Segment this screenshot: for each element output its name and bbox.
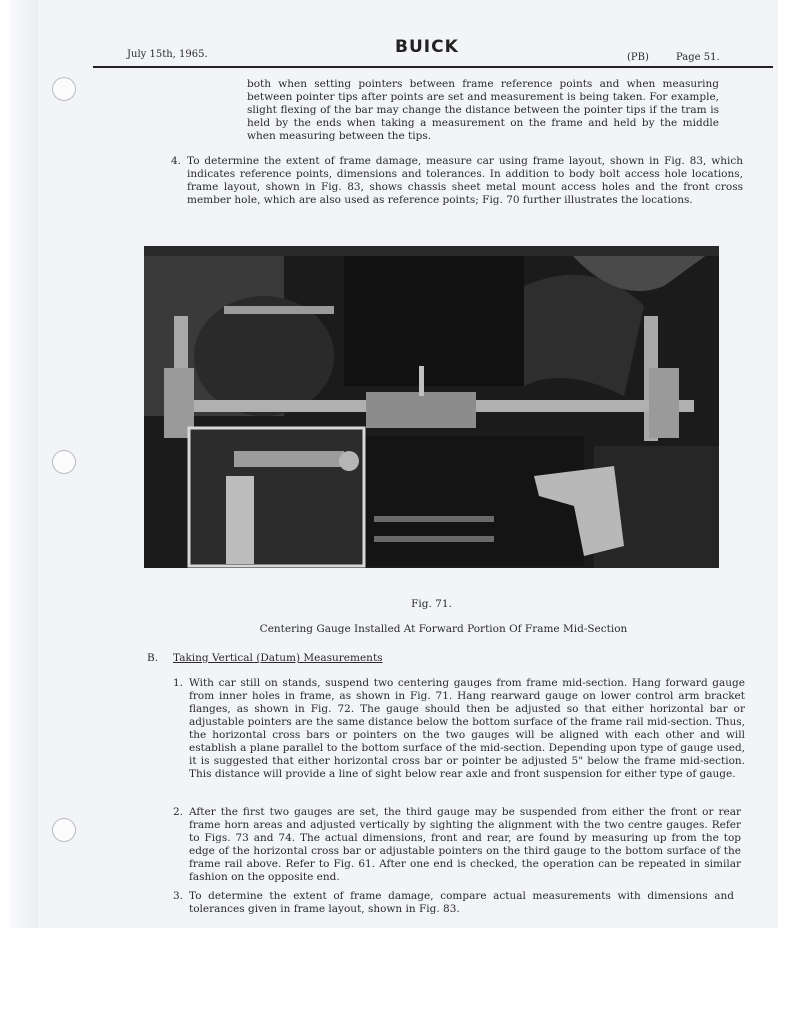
section-b-item-3-text: To determine the extent of frame damage, compare actual measurements with dimensions and tolerances given in frame layout, shown in Fig. 83.	[189, 890, 734, 915]
item-4-text: To determine the extent of frame damage, measure car using frame layout, shown in Fig. 83, which indicates reference points, dimensions and tolerances. In addition to body bolt access hole locations, frame layout, shown in Fig. 83, shows chassis sheet metal mount access holes and the front cross member hole, which are also used as reference points; Fig. 70 further illustrates the locations.	[187, 155, 743, 206]
header-code: (PB)	[627, 52, 649, 63]
punch-hole-bottom	[52, 818, 76, 842]
punch-hole-middle	[52, 450, 76, 474]
section-b-title: Taking Vertical (Datum) Measurements	[173, 652, 383, 664]
section-b-item-2-text: After the first two gauges are set, the third gauge may be suspended from either the front or rear frame horn areas and adjusted vertically by sighting the alignment with the two centre gauges. Refer to Figs. 73 and 74. The actual dimensions, front and rear, are found by measuring up from the top edge of the horizontal cross bar or adjustable pointers on the third gauge to the bottom surface of the frame rail above. Refer to Fig. 61. After one end is checked, the operation can be repeated in similar fashion on the opposite end.	[189, 806, 741, 883]
section-b-item-2-number: 2.	[173, 806, 184, 818]
intro-paragraph: both when setting pointers between frame reference points and when measuring between pointer tips after points are set and measurement is being taken. For example, slight flexing of the bar may change the distance between the pointer tips if the tram is held by the ends when taking a measurement on the frame and held by the middle when measuring between the tips.	[247, 78, 719, 142]
header-brand: BUICK	[395, 37, 459, 57]
figure-label: Fig. 71.	[411, 598, 452, 610]
section-b-item-1-text: With car still on stands, suspend two centering gauges from frame mid-section. Hang forward gauge from inner holes in frame, as shown in Fig. 71. Hang rearward gauge on lower control arm bracket flanges, as shown in Fig. 72. The gauge should then be adjusted so that either horizontal bar or adjustable pointers are the same distance below the bottom surface of the frame rail mid-section. Thus, the horizontal cross bars or pointers on the two gauges will be aligned with each other and will establish a plane parallel to the bottom surface of the mid-section. Depending upon type of gauge used, it is suggested that either horizontal cross bar or pointer be adjusted 5" below the frame mid-section. This distance will provide a line of sight below rear axle and front suspension for either type of gauge.	[189, 677, 745, 780]
figure-71-photo	[144, 246, 719, 568]
punch-hole-top	[52, 77, 76, 101]
item-4-number: 4.	[171, 155, 182, 167]
header-page-number: Page 51.	[676, 52, 720, 63]
section-b-item-3-number: 3.	[173, 890, 184, 902]
section-b-letter: B.	[147, 652, 159, 664]
header-date: July 15th, 1965.	[127, 49, 208, 60]
figure-caption: Centering Gauge Installed At Forward Portion Of Frame Mid-Section	[259, 623, 628, 635]
section-b-item-1-number: 1.	[173, 677, 184, 689]
paper-stack-edge	[10, 0, 38, 928]
header-rule	[93, 66, 773, 68]
